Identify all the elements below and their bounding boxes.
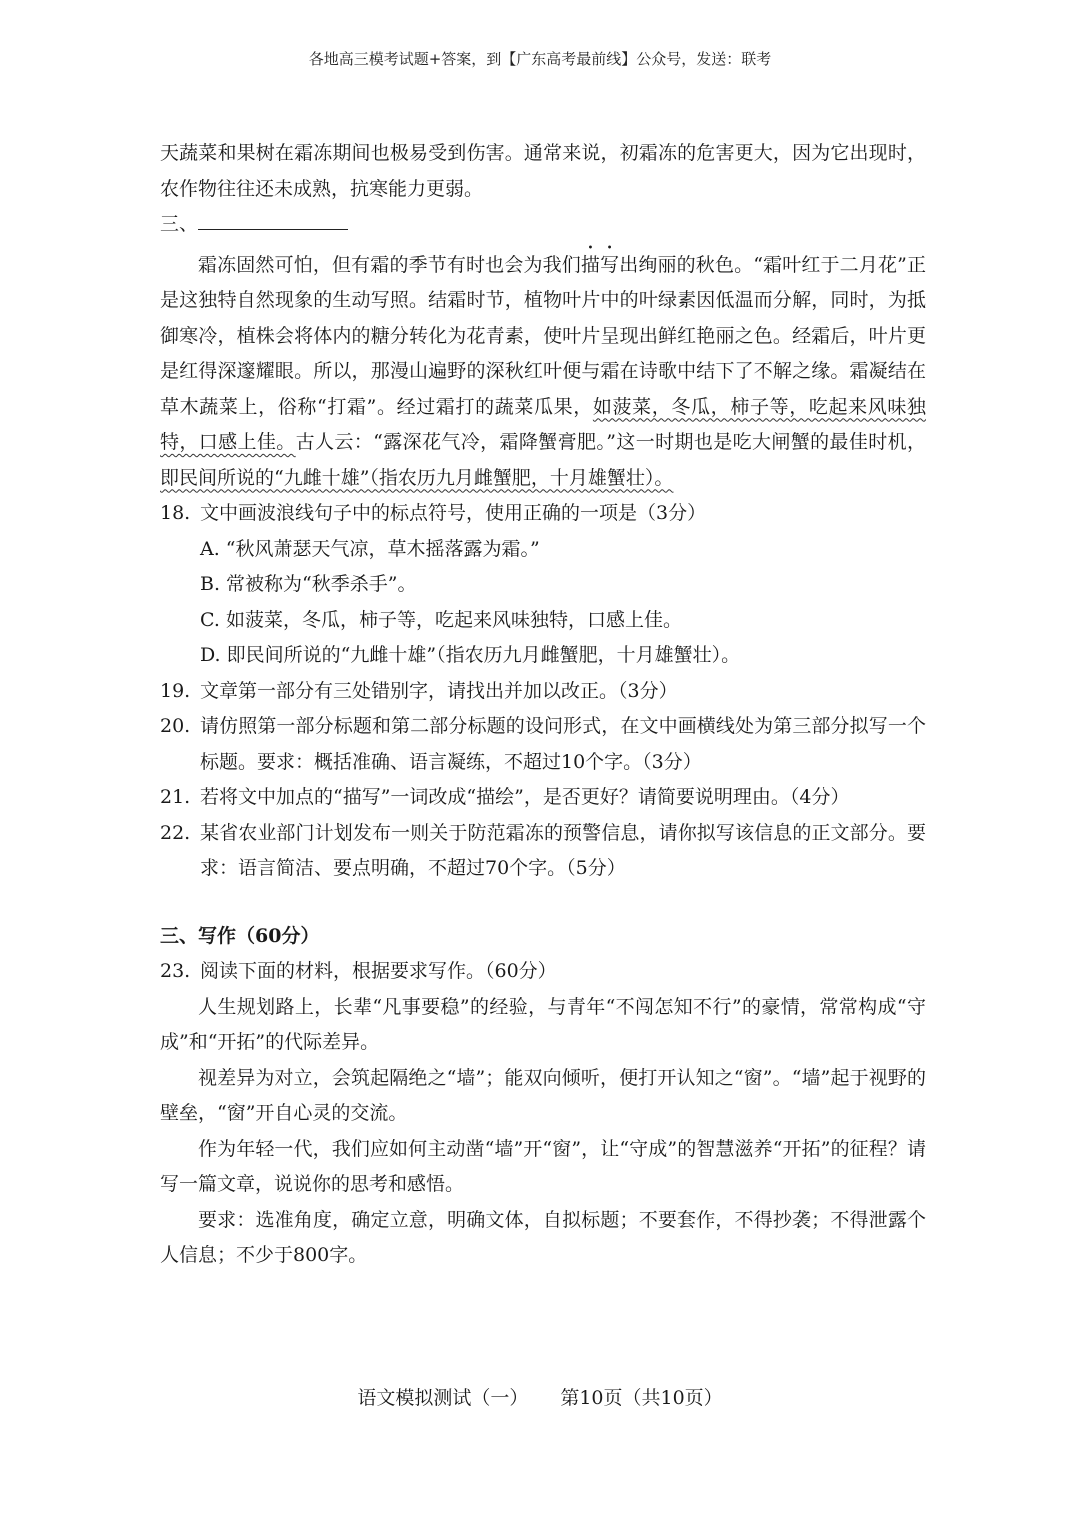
material-paragraph-2: 视差异为对立，会筑起隔绝之“墙”；能双向倾听，便打开认知之“窗”。“墙”起于视野的壁垒，“窗”开自心灵的交流。 (160, 1066, 926, 1124)
page-content (160, 136, 926, 1274)
question-text: 请仿照第一部分标题和第二部分标题的设问形式，在文中画横线处为第三部分拟写一个标题。要求：概括准确、语言凝练，不超过10个字。（3分） (200, 715, 926, 773)
option-c: C. 如菠菜，冬瓜，柿子等，吃起来风味独特，口感上佳。 (200, 608, 682, 631)
question-number: 19. (160, 679, 191, 702)
question-number: 22. (160, 821, 191, 844)
page-footer (0, 1383, 1080, 1410)
question-23 (160, 954, 926, 990)
writing-section-title: 三、写作（60分） (160, 924, 320, 947)
question-number: 21. (160, 786, 191, 808)
material-paragraph-1: 人生规划路上，长辈“凡事要稳”的经验，与青年“不闯怎知不行”的豪情，常常构成“守成”和“开拓”的代际差异。 (160, 995, 926, 1053)
passage-paragraph-1: 天蔬菜和果树在霜冻期间也极易受到伤害。通常来说，初霜冻的危害更大，因为它出现时，农作物往往还未成熟，抗寒能力更弱。 (160, 142, 926, 200)
passage-paragraph-2 (160, 243, 926, 497)
question-18 (160, 496, 926, 532)
material-paragraph-3: 作为年轻一代，我们应如何主动凿“墙”开“窗”，让“守成”的智慧滋养“开拓”的征程？请写一篇文章，说说你的思考和感悟。 (160, 1137, 926, 1195)
question-22 (160, 816, 926, 887)
question-number: 20. (160, 715, 191, 737)
question-text: 某省农业部门计划发布一则关于防范霜冻的预警信息，请你拟写该信息的正文部分。要求：语言简洁、要点明确，不超过70个字。（5分） (200, 821, 926, 879)
p2-text-c: 古人云：“露深花气冷，霜降蟹膏肥。”这一时期也是吃大闸蟹的最佳时机， (295, 431, 926, 453)
option-d: D. 即民间所说的“九雌十雄”（指农历九月雌蟹肥，十月雄蟹壮）。 (200, 644, 741, 666)
question-19 (160, 674, 926, 710)
option-a: A. “秋风萧瑟天气凉，草木摇落露为霜。” (200, 537, 540, 560)
option-b: B. 常被称为“秋季杀手”。 (200, 573, 417, 595)
question-text: 阅读下面的材料，根据要求写作。（60分） (200, 960, 557, 982)
wavy-underlined-sentence-1: 如菠菜，冬瓜，柿子等，吃起来风味独特，口感上佳。 (160, 395, 926, 453)
writing-requirements: 要求：选准角度，确定立意，明确文体，自拟标题；不要套作，不得抄袭；不得泄露个人信息；不少于800字。 (160, 1208, 926, 1266)
page-number: 第10页（共10页） (560, 1387, 723, 1409)
question-20 (160, 709, 926, 780)
p2-text-b: 出绚丽的秋色。“霜叶红于二月花”正是这独特自然现象的生动写照。结霜时节，植物叶片中的叶绿素因低温而分解，同时，为抵御寒冷，植株会将体内的糖分转化为花青素，使叶片呈现出鲜红艳丽之色。经霜后，叶片更是红得深邃耀眼。所以，那漫山遍野的深秋红叶便与霜在诗歌中结下了不解之缘。霜凝结在草木蔬菜上，俗称“打霜”。经过霜打的蔬菜瓜果， (160, 253, 926, 418)
question-text: 文中画波浪线句子中的标点符号，使用正确的一项是（3分） (200, 502, 707, 524)
question-text: 若将文中加点的“描写”一词改成“描绘”，是否更好？请简要说明理由。（4分） (200, 786, 850, 808)
question-21 (160, 780, 926, 816)
question-text: 文章第一部分有三处错别字，请找出并加以改正。（3分） (200, 679, 678, 702)
p2-text-a: 霜冻固然可怕，但有霜的季节有时也会为我们 (198, 253, 581, 276)
spacer (160, 887, 926, 919)
title-blank-line (198, 209, 348, 230)
exam-name: 语文模拟测试（一） (357, 1387, 529, 1409)
section-3-heading (160, 207, 926, 243)
wavy-underlined-sentence-2: 即民间所说的“九雌十雄”（指农历九月雌蟹肥，十月雄蟹壮）。 (160, 466, 674, 489)
dotted-word: 描写 (580, 253, 620, 276)
question-number: 18. (160, 502, 191, 524)
header-banner: 各地高三模考试题+答案，到【广东高考最前线】公众号，发送：联考 (308, 50, 772, 68)
question-number: 23. (160, 960, 191, 982)
section-3-label: 三、 (160, 213, 199, 235)
